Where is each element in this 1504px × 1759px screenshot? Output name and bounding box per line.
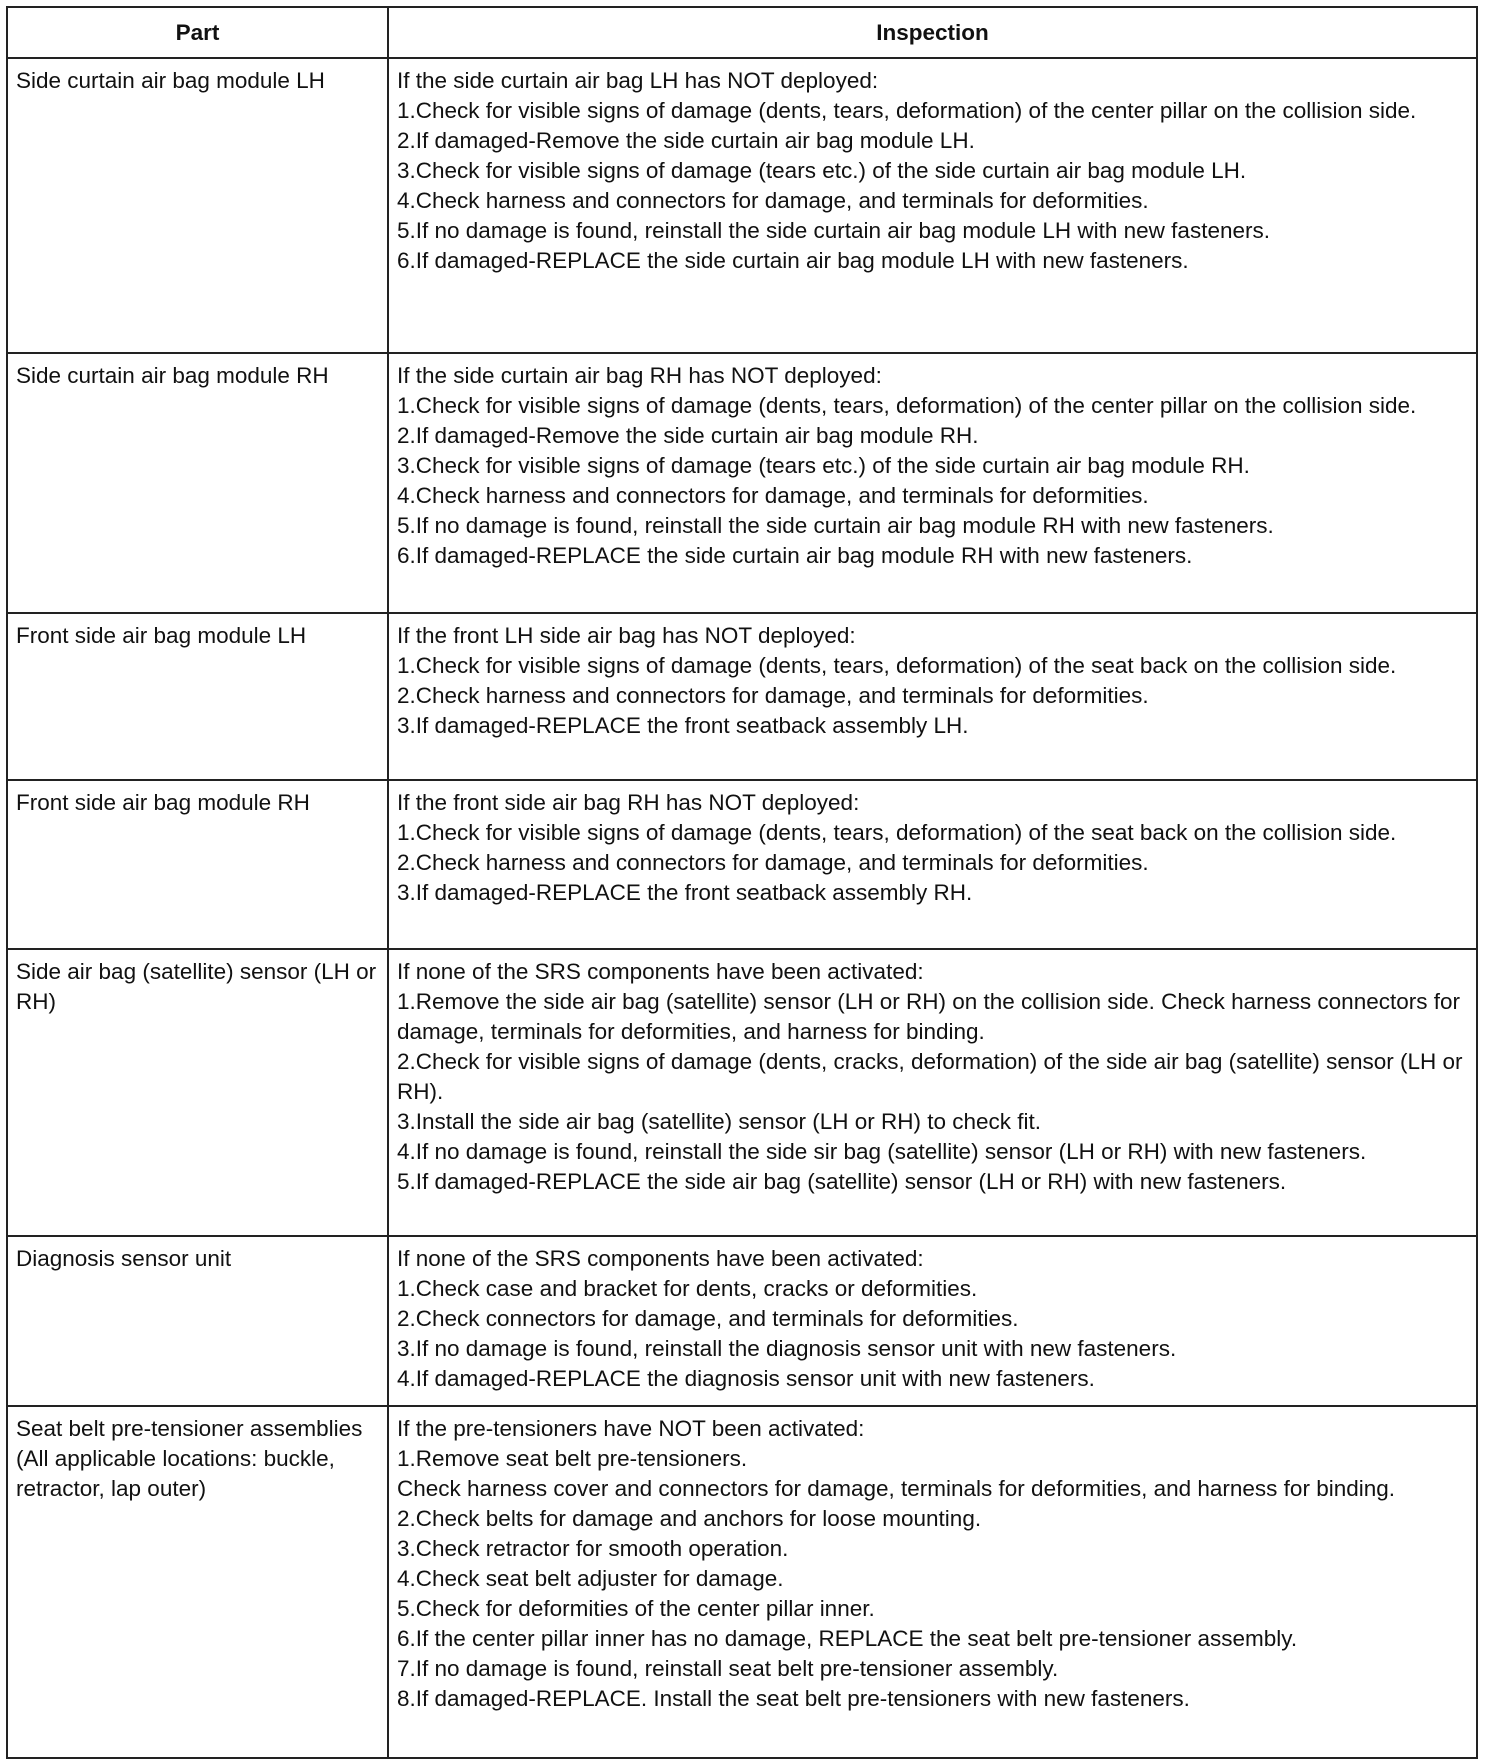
inspection-cell: If none of the SRS components have been activated: 1.Check case and bracket for dents, cracks or deformities. 2.Check connectors for damage, and terminals for deformities. 3.If no damage is found, reinstall the diagnosis sensor unit with new fasteners. 4.If damaged-REPLACE the diagnosis sensor unit with new fasteners. (388, 1236, 1477, 1406)
inspection-cell: If none of the SRS components have been activated: 1.Remove the side air bag (satellite) sensor (LH or RH) on the collision side. Check harness connectors for damage, terminals for deformities, and harness for binding. 2.Check for visible signs of damage (dents, cracks, deformation) of the side air bag (satellite) sensor (LH or RH). 3.Install the side air bag (satellite) sensor (LH or RH) to check fit. 4.If no damage is found, reinstall the side sir bag (satellite) sensor (LH or RH) with new fasteners. 5.If damaged-REPLACE the side air bag (satellite) sensor (LH or RH) with new fasteners. (388, 949, 1477, 1236)
header-inspection: Inspection (388, 7, 1477, 58)
table-header (7, 7, 1477, 58)
inspection-table (6, 6, 1478, 1759)
inspection-cell: If the front side air bag RH has NOT deployed: 1.Check for visible signs of damage (dents, tears, deformation) of the seat back on the collision side. 2.Check harness and connectors for damage, and terminals for deformities. 3.If damaged-REPLACE the front seatback assembly RH. (388, 780, 1477, 949)
table-row (7, 1236, 1477, 1406)
part-cell: Side curtain air bag module RH (7, 353, 388, 613)
table-row (7, 780, 1477, 949)
table-row (7, 1406, 1477, 1758)
part-cell: Diagnosis sensor unit (7, 1236, 388, 1406)
table-row (7, 353, 1477, 613)
part-cell: Front side air bag module RH (7, 780, 388, 949)
inspection-cell: If the side curtain air bag LH has NOT deployed: 1.Check for visible signs of damage (dents, tears, deformation) of the center pillar on the collision side. 2.If damaged-Remove the side curtain air bag module LH. 3.Check for visible signs of damage (tears etc.) of the side curtain air bag module LH. 4.Check harness and connectors for damage, and terminals for deformities. 5.If no damage is found, reinstall the side curtain air bag module LH with new fasteners. 6.If damaged-REPLACE the side curtain air bag module LH with new fasteners. (388, 58, 1477, 353)
part-cell: Side air bag (satellite) sensor (LH or RH) (7, 949, 388, 1236)
part-cell: Front side air bag module LH (7, 613, 388, 780)
part-cell: Side curtain air bag module LH (7, 58, 388, 353)
table-row (7, 949, 1477, 1236)
header-part: Part (7, 7, 388, 58)
inspection-cell: If the pre-tensioners have NOT been activated: 1.Remove seat belt pre-tensioners. Check harness cover and connectors for damage, terminals for deformities, and harness for binding. 2.Check belts for damage and anchors for loose mounting. 3.Check retractor for smooth operation. 4.Check seat belt adjuster for damage. 5.Check for deformities of the center pillar inner. 6.If the center pillar inner has no damage, REPLACE the seat belt pre-tensioner assembly. 7.If no damage is found, reinstall seat belt pre-tensioner assembly. 8.If damaged-REPLACE. Install the seat belt pre-tensioners with new fasteners. (388, 1406, 1477, 1758)
header-row (7, 7, 1477, 58)
inspection-cell: If the side curtain air bag RH has NOT deployed: 1.Check for visible signs of damage (dents, tears, deformation) of the center pillar on the collision side. 2.If damaged-Remove the side curtain air bag module RH. 3.Check for visible signs of damage (tears etc.) of the side curtain air bag module RH. 4.Check harness and connectors for damage, and terminals for deformities. 5.If no damage is found, reinstall the side curtain air bag module RH with new fasteners. 6.If damaged-REPLACE the side curtain air bag module RH with new fasteners. (388, 353, 1477, 613)
part-cell: Seat belt pre-tensioner assemblies (All applicable locations: buckle, retractor, lap outer) (7, 1406, 388, 1758)
table-body (7, 58, 1477, 1758)
table-row (7, 58, 1477, 353)
inspection-cell: If the front LH side air bag has NOT deployed: 1.Check for visible signs of damage (dents, tears, deformation) of the seat back on the collision side. 2.Check harness and connectors for damage, and terminals for deformities. 3.If damaged-REPLACE the front seatback assembly LH. (388, 613, 1477, 780)
table-row (7, 613, 1477, 780)
